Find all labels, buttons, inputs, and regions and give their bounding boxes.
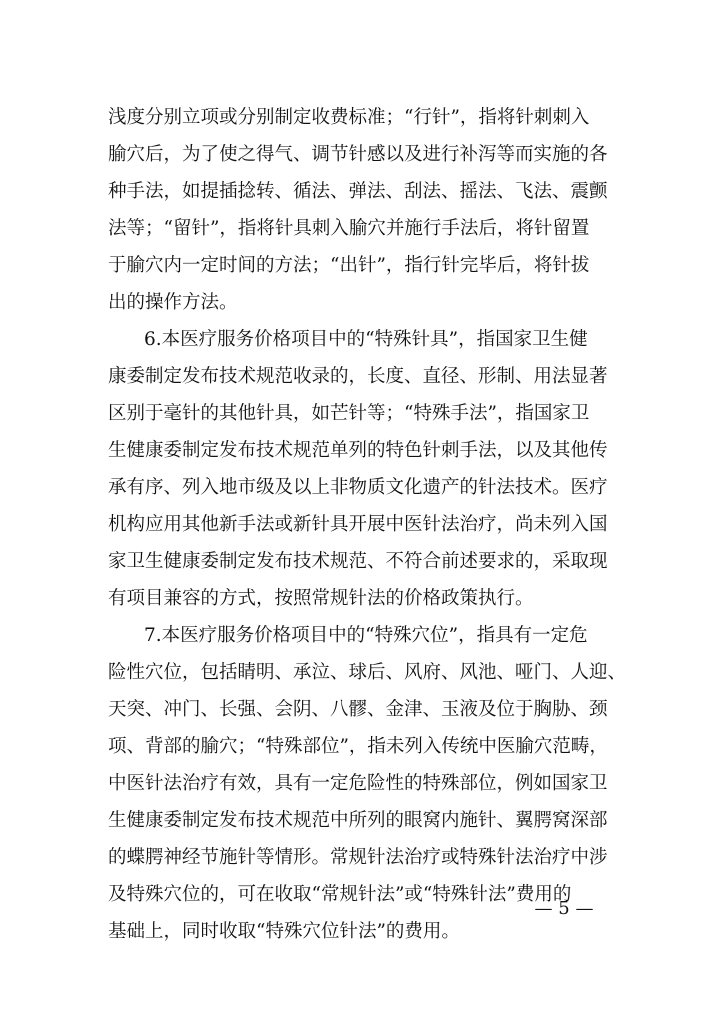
text-line: 有项目兼容的方式，按照常规针法的价格政策执行。 (108, 588, 534, 609)
text-line: 出的操作方法。 (108, 292, 238, 313)
text-line: 于腧穴内一定时间的方法；“出针”，指行针完毕后，将针拔 (108, 255, 590, 276)
text-line: 康委制定发布技术规范收录的，长度、直径、形制、用法显著 (108, 366, 608, 387)
text-line: 法等；“留针”，指将针具刺入腧穴并施行手法后，将针留置 (108, 218, 590, 239)
text-line: 生健康委制定发布技术规范单列的特色针刺手法，以及其他传 (108, 440, 608, 461)
text-line: 及特殊穴位的，可在收取“常规针法”或“特殊针法”费用的 (108, 884, 572, 905)
text-line: 承有序、列入地市级及以上非物质文化遗产的针法技术。医疗 (108, 477, 608, 498)
text-line: 机构应用其他新手法或新针具开展中医针法治疗，尚未列入国 (108, 514, 608, 535)
page-number: — 5 — (534, 898, 594, 919)
text-line: 项、背部的腧穴；“特殊部位”，指未列入传统中医腧穴范畴， (108, 736, 608, 757)
text-line: 6.本医疗服务价格项目中的“特殊针具”，指国家卫生健 (144, 329, 588, 350)
text-line: 生健康委制定发布技术规范中所列的眼窝内施针、翼腭窝深部 (108, 810, 608, 831)
text-line: 7.本医疗服务价格项目中的“特殊穴位”，指具有一定危 (144, 625, 588, 646)
text-line: 区别于毫针的其他针具，如芒针等；“特殊手法”，指国家卫 (108, 403, 590, 424)
text-line: 家卫生健康委制定发布技术规范、不符合前述要求的，采取现 (108, 551, 608, 572)
text-line: 种手法，如提插捻转、循法、弹法、刮法、摇法、飞法、震颤 (108, 181, 608, 202)
text-line: 浅度分别立项或分别制定收费标准；“行针”，指将针刺刺入 (108, 107, 590, 128)
text-line: 中医针法治疗有效，具有一定危险性的特殊部位，例如国家卫 (108, 773, 608, 794)
text-line: 天突、冲门、长强、会阴、八髎、金津、玉液及位于胸胁、颈 (108, 699, 608, 720)
text-line: 险性穴位，包括睛明、承泣、球后、风府、风池、哑门、人迎、 (108, 662, 627, 683)
text-line: 基础上，同时收取“特殊穴位针法”的费用。 (108, 921, 460, 942)
text-line: 的蝶腭神经节施针等情形。常规针法治疗或特殊针法治疗中涉 (108, 847, 608, 868)
text-line: 腧穴后，为了使之得气、调节针感以及进行补泻等而实施的各 (108, 144, 608, 165)
